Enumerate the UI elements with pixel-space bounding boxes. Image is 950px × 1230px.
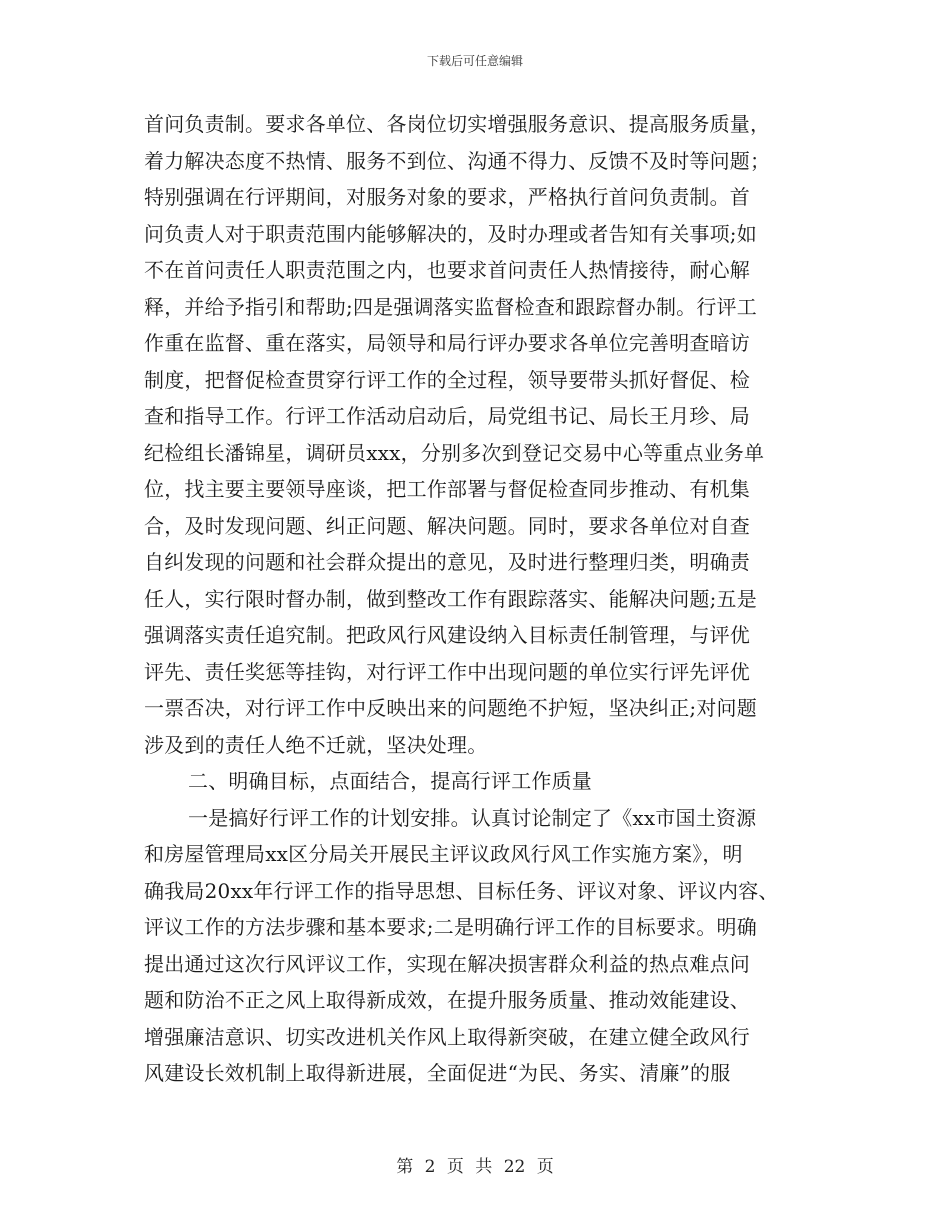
text-line: 着力解决态度不热情、服务不到位、沟通不得力、反馈不及时等问题；	[144, 148, 771, 173]
text-line: 评先、责任奖惩等挂钩，对行评工作中出现问题的单位实行评先评优	[144, 659, 750, 684]
text-line: 作重在监督、重在落实，局领导和局行评办要求各单位完善明查暗访	[144, 331, 750, 355]
text-line: 问负责人对于职责范围内能够解决的，及时办理或者告知有关事项;如	[144, 221, 757, 246]
text-line: 评议工作的方法步骤和基本要求;二是明确行评工作的目标要求。明确	[144, 915, 757, 939]
text-line: 释，并给予指引和帮助;四是强调落实监督检查和跟踪督办制。行评工	[144, 294, 757, 319]
text-line: 增强廉洁意识、切实改进机关作风上取得新突破，在建立健全政风行	[144, 1024, 750, 1049]
page-number-footer: 第 2 页 共 22 页	[396, 1157, 554, 1177]
page-header: 下载后可任意编辑	[426, 54, 523, 68]
text-line: 制度，把督促检查贯穿行评工作的全过程，领导要带头抓好督促、检	[144, 367, 750, 392]
text-line: 位，找主要主要领导座谈，把工作部署与督促检查同步推动、有机集	[144, 477, 750, 501]
text-line: 不在首问责任人职责范围之内，也要求首问责任人热情接待，耐心解	[144, 258, 750, 282]
text-line: 提出通过这次行风评议工作，实现在解决损害群众利益的热点难点问	[144, 951, 750, 976]
text-line: 自纠发现的问题和社会群众提出的意见，及时进行整理归类，明确责	[144, 550, 750, 574]
text-line: 强调落实责任追究制。把政风行风建设纳入目标责任制管理，与评优	[144, 623, 750, 647]
text-line: 合，及时发现问题、纠正问题、解决问题。同时，要求各单位对自查	[144, 513, 750, 538]
text-line: 风建设长效机制上取得新进展，全面促进“为民、务实、清廉”的服	[144, 1061, 731, 1085]
text-line: 和房屋管理局xx区分局关开展民主评议政风行风工作实施方案》，明	[144, 842, 743, 866]
text-line: 一票否决，对行评工作中反映出来的问题绝不护短，坚决纠正;对问题	[144, 696, 757, 720]
text-line: 任人，实行限时督办制，做到整改工作有跟踪落实、能解决问题;五是	[144, 586, 757, 611]
text-line: 查和指导工作。行评工作活动启动后，局党组书记、局长王月珍、局	[144, 404, 750, 428]
text-line: 首问负责制。要求各单位、各岗位切实增强服务意识、提高服务质量，	[144, 112, 771, 136]
text-line: 一是搞好行评工作的计划安排。认真讨论制定了《xx市国土资源	[188, 805, 757, 830]
text-line: 纪检组长潘锦星，调研员xxx，分别多次到登记交易中心等重点业务单	[144, 440, 765, 465]
document-body	[144, 106, 824, 1092]
text-line: 确我局20xx年行评工作的指导思想、目标任务、评议对象、评议内容、	[144, 878, 779, 903]
text-line: 题和防治不正之风上取得新成效，在提升服务质量、推动效能建设、	[144, 988, 750, 1012]
section-heading: 二、明确目标，点面结合，提高行评工作质量	[188, 769, 592, 793]
text-line: 特别强调在行评期间，对服务对象的要求，严格执行首问负责制。首	[144, 185, 750, 209]
text-line: 涉及到的责任人绝不迁就，坚决处理。	[144, 732, 488, 757]
